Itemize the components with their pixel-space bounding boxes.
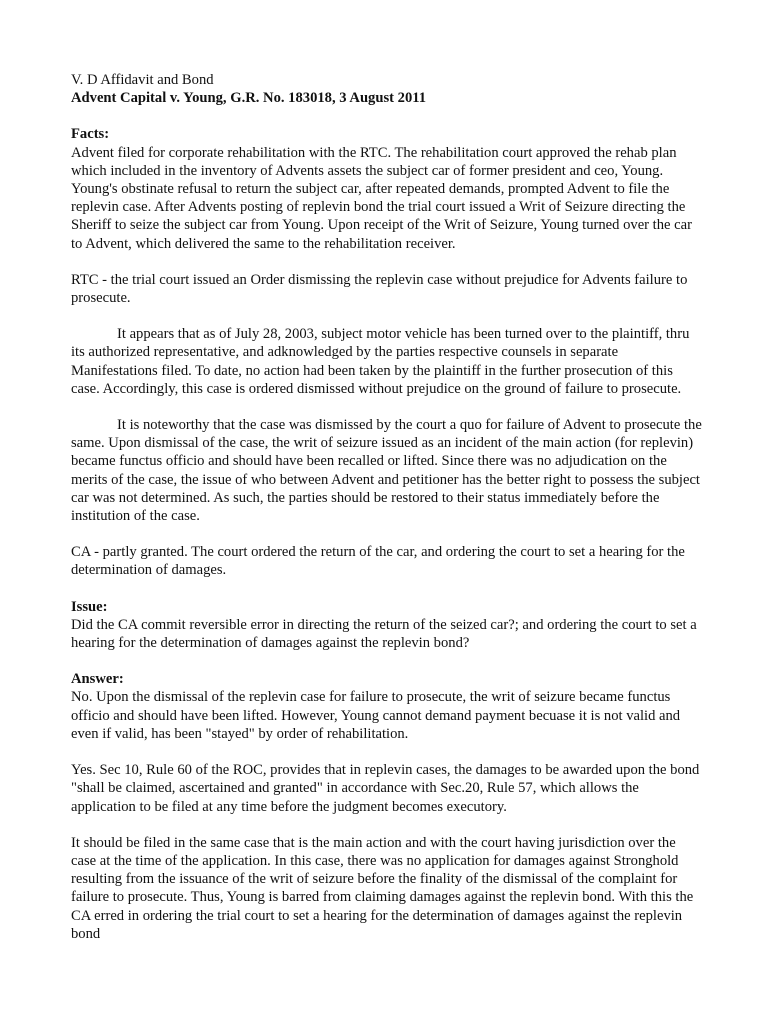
issue-heading: Issue: [71, 598, 108, 615]
facts-section [71, 125, 703, 252]
answer-heading: Answer: [71, 671, 124, 688]
facts-heading: Facts: [71, 126, 110, 143]
ca-section [71, 543, 703, 579]
quote-section-1 [71, 325, 703, 398]
answer-section-2 [71, 761, 703, 816]
quote-section-2 [71, 416, 703, 525]
answer-paragraph-2: Yes. Sec 10, Rule 60 of the ROC, provides that in replevin cases, the damages to be awarded upon the bond "shall be claimed, ascertained and granted" in accordance with Sec.20, Rule 57, which allows the application to be filed at any time before the judgment becomes executory. [71, 762, 700, 815]
answer-paragraph-1: No. Upon the dismissal of the replevin case for failure to prosecute, the writ of seizure became functus officio and should have been lifted. However, Young cannot demand payment becuase it is not valid and even if valid, has been "stayed" by order of rehabilitation. [71, 689, 681, 742]
quote-paragraph-2: It is noteworthy that the case was dismissed by the court a quo for failure of Advent to prosecute the same. Upon dismissal of the case, the writ of seizure issued as an incident of the main action (for replevin) became functus officio and should have been recalled or lifted. Since there was no adjudication on the merits of the case, the issue of who between Advent and petitioner has the better right to possess the subject car was not determined. As such, the parties should be restored to their status immediately before the institution of the case. [71, 417, 702, 525]
quote-paragraph-1: It appears that as of July 28, 2003, subject motor vehicle has been turned over to the plaintiff, thru its authorized representative, and adknowledged by the parties respective counsels in separate Manifestations filed. To date, no action had been taken by the plaintiff in the further prosecution of this case. Accordingly, this case is ordered dismissed without prejudice on the ground of failure to prosecute. [71, 326, 690, 397]
answer-section [71, 670, 703, 743]
rtc-section [71, 271, 703, 307]
document-body [71, 71, 703, 961]
case-title: Advent Capital v. Young, G.R. No. 183018, 3 August 2011 [71, 90, 427, 107]
issue-paragraph: Did the CA commit reversible error in directing the return of the seized car?; and ordering the court to set a hearing for the determination of damages against the replevin bond? [71, 616, 697, 652]
ca-paragraph: CA - partly granted. The court ordered the return of the car, and ordering the court to set a hearing for the determination of damages. [71, 544, 685, 579]
header-block [71, 71, 703, 107]
rtc-paragraph: RTC - the trial court issued an Order dismissing the replevin case without prejudice for Advents failure to prosecute. [71, 271, 688, 307]
issue-section [71, 598, 703, 653]
section-header: V. D Affidavit and Bond [71, 72, 214, 88]
answer-section-3 [71, 834, 703, 943]
answer-paragraph-3: It should be filed in the same case that is the main action and with the court having jurisdiction over the case at the time of the application. In this case, there was no application for damages against Stronghold resulting from the issuance of the writ of seizure before the finality of the dismissal of the complaint for failure to prosecute. Thus, Young is barred from claiming damages against the replevin bond. With this the CA erred in ordering the trial court to set a hearing for the determination of damages against the replevin bond [71, 834, 694, 942]
facts-paragraph: Advent filed for corporate rehabilitation with the RTC. The rehabilitation court approved the rehab plan which included in the inventory of Advents assets the subject car of former president and ceo, Young. Young's obstinate refusal to return the subject car, after repeated demands, prompted Advent to file the replevin case. After Advents posting of replevin bond the trial court issued a Writ of Seizure directing the Sheriff to seize the subject car from Young. Upon receipt of the Writ of Seizure, Young turned over the car to Advent, which delivered the same to the rehabilitation receiver. [71, 144, 692, 252]
